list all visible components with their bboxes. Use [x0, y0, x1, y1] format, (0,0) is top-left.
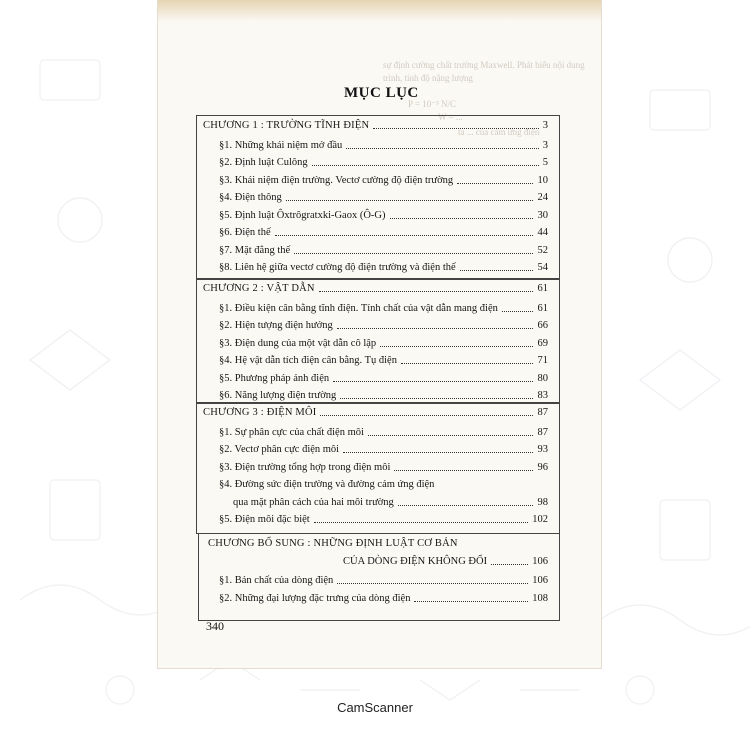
page-ref: 3 [542, 139, 548, 151]
page-ref: 61 [537, 302, 548, 314]
page-ref: 54 [537, 262, 548, 273]
toc-entry [219, 316, 548, 333]
dot-leader [398, 505, 533, 506]
chapter-title: CHƯƠNG 1 : TRƯỜNG TĨNH ĐIỆN [203, 120, 370, 131]
section-title: §8. Liên hệ giữa vectơ cường độ điện trường và điện thế [219, 262, 456, 273]
dot-leader [286, 200, 533, 201]
dot-leader [340, 398, 533, 399]
page-ref: 69 [537, 337, 548, 349]
dot-leader [394, 470, 533, 471]
dot-leader [320, 415, 533, 416]
page-ref: 108 [532, 592, 548, 604]
section-title: §2. Định luật Culông [219, 157, 308, 168]
scanned-page [158, 0, 601, 668]
section-title: §3. Điện trường tổng hợp trong điện môi [219, 461, 391, 473]
section-title: §1. Bản chất của dòng điện [219, 575, 334, 586]
page-ref: 93 [537, 444, 548, 455]
section-title: §3. Điện dung của một vật dẫn cô lập [219, 337, 377, 349]
bleed-through-text: W = ... [438, 112, 463, 122]
dot-leader [319, 291, 533, 292]
dot-leader [491, 564, 528, 565]
page-ref: 87 [537, 407, 548, 418]
toc-entry [219, 241, 548, 258]
section-title: §5. Phương pháp ảnh điện [219, 372, 330, 384]
chapter-heading-row [203, 116, 548, 133]
toc-entry [219, 136, 548, 153]
section-title: §1. Sự phân cực của chất điện môi [219, 426, 364, 438]
page-number: 340 [206, 619, 224, 633]
dot-leader [380, 346, 533, 347]
page-ref: 106 [532, 555, 548, 567]
dot-leader [312, 165, 539, 166]
dot-leader [401, 363, 533, 364]
page-ref: 30 [537, 209, 548, 221]
dot-leader [294, 253, 533, 254]
section-title: qua mặt phân cách của hai môi trường [233, 496, 394, 508]
page-ref: 96 [537, 461, 548, 473]
page-title: MỤC LỤC [344, 85, 419, 101]
dot-leader [373, 128, 539, 129]
page-ref: 44 [537, 227, 548, 238]
chapter-heading-row [203, 279, 548, 296]
toc-entry [219, 258, 548, 275]
bleed-through-text: trình, tính độ nặng lượng [383, 73, 473, 83]
toc-entry [233, 493, 548, 510]
bleed-through-text: P = 10⁻³ N/C [408, 99, 456, 109]
dot-leader [502, 311, 533, 312]
toc-entry [219, 369, 548, 386]
page-ref: 5 [542, 157, 548, 168]
section-title: §2. Hiện tượng điện hưởng [219, 320, 333, 331]
page-ref: 80 [537, 372, 548, 384]
chapter-title: CHƯƠNG 2 : VẬT DẪN [203, 283, 315, 294]
section-title: §2. Vectơ phân cực điện môi [219, 444, 340, 455]
toc-entry [219, 386, 548, 403]
section-title: §4. Hệ vật dẫn tích điện cân bằng. Tụ điện [219, 355, 397, 366]
section-title: §4. Đường sức điện trường và đường cảm ứng điện [219, 479, 435, 490]
section-title: §4. Điện thông [219, 192, 282, 203]
page-ref: 24 [537, 192, 548, 203]
camscanner-watermark: CamScanner [337, 700, 413, 715]
dot-leader [343, 452, 533, 453]
page-ref: 3 [542, 120, 548, 131]
dot-leader [346, 148, 539, 149]
toc-entry [219, 188, 548, 205]
dot-leader [337, 328, 533, 329]
toc-entry [219, 299, 548, 316]
section-title: CỦA DÒNG ĐIỆN KHÔNG ĐỔI [343, 555, 488, 567]
chapter-heading-row [208, 534, 548, 551]
toc-entry [219, 589, 548, 606]
page-ref: 102 [532, 514, 548, 525]
page-ref: 98 [537, 496, 548, 508]
dot-leader [333, 381, 533, 382]
section-title: §2. Những đại lượng đặc trưng của dòng điện [219, 592, 411, 604]
section-title: §6. Năng lượng điện trường [219, 390, 337, 401]
page-ref: 106 [532, 575, 548, 586]
page-ref: 61 [537, 283, 548, 294]
dot-leader [390, 218, 533, 219]
toc-entry [219, 334, 548, 351]
page-ref: 66 [537, 320, 548, 331]
dot-leader [457, 183, 533, 184]
toc-entry [219, 171, 548, 188]
toc-entry [219, 571, 548, 588]
page-ref: 87 [537, 426, 548, 438]
dot-leader [368, 435, 533, 436]
toc-entry [219, 475, 548, 492]
section-title: §1. Điều kiện cân bằng tĩnh điện. Tính chất của vật dẫn mang điện [219, 302, 498, 314]
toc-entry [219, 510, 548, 527]
section-title: §3. Khái niệm điện trường. Vectơ cường độ điện trường [219, 174, 454, 186]
section-title: §6. Điện thế [219, 227, 271, 238]
toc-entry [219, 206, 548, 223]
bleed-through-text: sự định cường chất trường Maxwell. Phát biểu nội dung [383, 60, 585, 70]
toc-entry [343, 552, 548, 569]
dot-leader [337, 583, 528, 584]
chapter-heading-row [203, 403, 548, 420]
page-ref: 83 [537, 390, 548, 401]
section-title: §5. Định luật Ôxtrôgratxki-Gaox (Ô-G) [219, 209, 386, 221]
bleed-through-text: ta ... của cảm ứng điện [458, 127, 540, 137]
toc-entry [219, 153, 548, 170]
chapter-title: CHƯƠNG BỔ SUNG : NHỮNG ĐỊNH LUẬT CƠ BẢN [208, 538, 458, 549]
dot-leader [275, 235, 533, 236]
page-ref: 10 [537, 174, 548, 186]
dot-leader [314, 522, 528, 523]
page-ref: 71 [537, 355, 548, 366]
page-ref: 52 [537, 244, 548, 256]
section-title: §7. Mặt đẳng thế [219, 244, 291, 256]
chapter-title: CHƯƠNG 3 : ĐIỆN MÔI [203, 407, 317, 418]
section-title: §1. Những khái niệm mở đầu [219, 139, 343, 151]
toc-entry [219, 423, 548, 440]
toc-entry [219, 223, 548, 240]
dot-leader [414, 601, 528, 602]
toc-entry [219, 440, 548, 457]
toc-entry [219, 458, 548, 475]
dot-leader [460, 270, 533, 271]
toc-entry [219, 351, 548, 368]
section-title: §5. Điện môi đặc biệt [219, 514, 310, 525]
